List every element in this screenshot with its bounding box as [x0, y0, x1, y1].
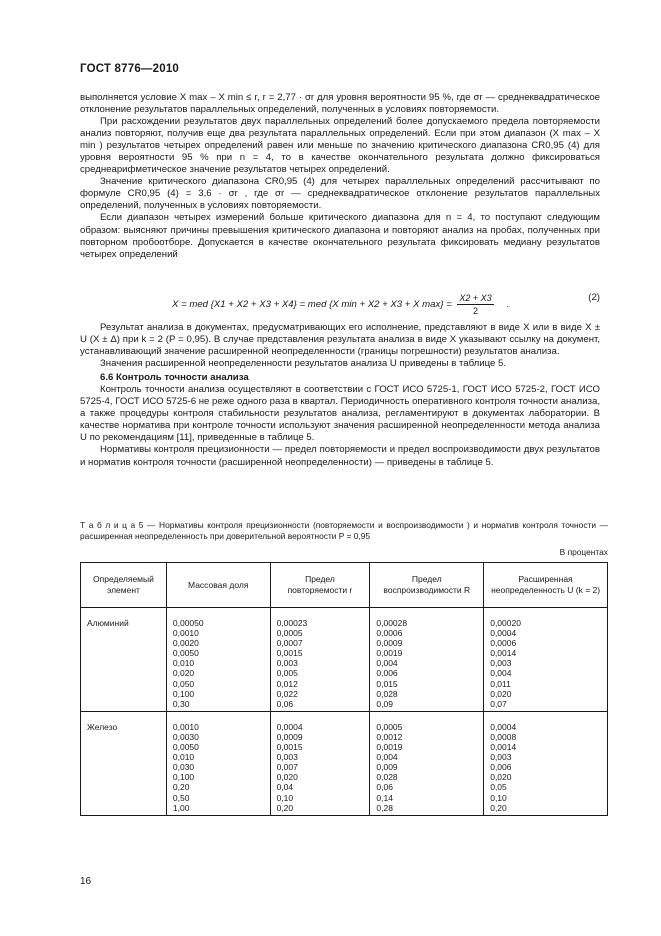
cell-value: 0,0006: [376, 628, 403, 639]
cell-value: 0,003: [490, 752, 512, 763]
cell-value: 0,0009: [376, 638, 403, 649]
cell-value: 0,0004: [490, 721, 517, 732]
cell-value: 0,06: [276, 698, 294, 709]
cell-value: 0,005: [276, 668, 298, 679]
cell-value: 0,0008: [490, 731, 517, 742]
header-mass-fraction: Массовая доля: [166, 563, 270, 608]
body-text-bottom: [80, 322, 600, 469]
cell-value: 0,100: [172, 688, 195, 699]
cell-value: 1,00: [172, 802, 190, 813]
cell-value: 0,0015: [276, 648, 303, 659]
cell-value: 0,20: [490, 802, 507, 813]
cell-value: 0,30: [172, 698, 190, 709]
paragraph-precision-norms: Нормативы контроля прецизионности — предел повторяемости и предел воспроизводимости двух результатов и норматив контроля точности (расширенной неопределенности) — приведены в таблице 5.: [80, 444, 600, 468]
cell-value: 0,14: [376, 792, 393, 803]
header-element: Определяемый элемент: [81, 563, 167, 608]
formula-main: X = med {X1 + X2 + X3 + X4} = med {X min + X2 + X3 + X max} =: [172, 299, 452, 311]
cell-value: 0,0006: [490, 638, 517, 649]
cell-value: 0,0030: [172, 731, 199, 742]
cell-value: 0,0010: [172, 721, 199, 732]
cell-value: 0,0005: [376, 721, 403, 732]
cell-value: 0,028: [376, 772, 398, 783]
cell-value: 0,0019: [376, 742, 403, 753]
cell-value: 0,06: [376, 782, 393, 793]
cell-value: 0,0019: [376, 648, 403, 659]
cell-value: 0,28: [376, 802, 393, 813]
cell-value: 0,0004: [490, 628, 517, 639]
cell-value: 0,030: [172, 762, 195, 773]
table-row: [81, 711, 608, 815]
cell-value: 0,0010: [172, 628, 199, 639]
body-text-top: [80, 92, 600, 261]
paragraph-condition: выполняется условие X max – X min ≤ r, r = 2,77 · σr для уровня вероятности 95 %, где σr — среднеквадратическое отклонение результатов параллельных определений, полученных в условиях повторяемости.: [80, 92, 600, 116]
paragraph-accuracy-control: Контроль точности анализа осуществляют в соответствии с ГОСТ ИСО 5725-1, ГОСТ ИСО 5725-2, ГОСТ ИСО 5725-4, ГОСТ ИСО 5725-6 не реже одного раза в квартал. Периодичность оперативного контроля точности анализа, а также процедуры контроля стабильности результатов анализа, регламентируют в документах лаборатории. В качестве норматива при контроле точности используют значения расширенной неопределенности метода анализа U по рекомендациям [11], приведенные в таблице 5.: [80, 384, 601, 444]
paragraph-median: Если диапазон четырех измерений больше критического диапазона для n = 4, то поступают следующим образом: выясняют причины превышения критического диапазона и повторяют анализ на пробах, полученных при повторном пробоотборе. Допускается в качестве окончательного результата фиксировать медиану результатов четырех определений: [80, 212, 600, 260]
paragraph-result-presentation: Результат анализа в документах, предусматривающих его исполнение, представляют в виде X или в виде X ± U (X ± Δ) при k = 2 (P = 0,95). В случае представления результата анализа в виде X указывают ссылку на документ, устанавливающий значение расширенной неопределенности (границы погрешности) результатов анализа.: [80, 322, 600, 358]
formula-expression: [172, 292, 509, 317]
table-body: [81, 608, 608, 816]
formula-denominator: 2: [473, 306, 479, 316]
cell-U-values: [484, 608, 608, 712]
cell-element: Алюминий: [81, 608, 167, 712]
cell-value: 0,003: [490, 658, 512, 669]
formula-fraction: [457, 292, 493, 317]
cell-value: 0,020: [276, 772, 298, 783]
cell-value: 0,015: [376, 678, 398, 689]
cell-value: 0,0004: [276, 721, 303, 732]
header-uncertainty: Расширенная неопределенность U (k = 2): [484, 563, 608, 608]
cell-value: 0,020: [490, 772, 512, 783]
header-reproducibility: Предел воспроизводимости R: [370, 563, 484, 608]
cell-value: 0,006: [376, 668, 398, 679]
cell-value: 0,010: [172, 752, 195, 763]
cell-value: 0,004: [376, 658, 398, 669]
cell-value: 0,00050: [172, 618, 204, 628]
formula-period: .: [506, 299, 510, 311]
header-repeatability: Предел повторяемости r: [270, 563, 370, 608]
cell-mass-values: [166, 608, 270, 712]
standard-header: ГОСТ 8776—2010: [80, 63, 180, 75]
cell-value: 0,05: [490, 782, 507, 793]
cell-value: 0,10: [490, 792, 507, 803]
paragraph-repeat-analysis: При расхождении результатов двух параллельных определений более допускаемого предела повторяемости анализ повторяют, получив еще два результата параллельных определений. Если при этом диапазон (X max – X min ) результатов четырех определений равен или меньше по значению критического диапазона CR0,95 (4) для уровня вероятности 95 % при n = 4, то в качестве окончательного результата должно фиксироваться среднеарифметическое значение результатов четырех определений.: [80, 116, 600, 176]
cell-value: 0,020: [172, 668, 195, 679]
cell-R-values: [370, 711, 484, 815]
cell-value: 0,00020: [490, 618, 521, 628]
cell-value: 0,0014: [490, 648, 517, 659]
formula-numerator: X2 + X3: [459, 293, 492, 303]
cell-value: 0,004: [376, 752, 398, 763]
cell-value: 0,011: [490, 678, 511, 689]
cell-element: Железо: [81, 711, 167, 815]
section-heading: 6.6 Контроль точности анализа: [100, 372, 249, 384]
cell-value: 0,0050: [172, 742, 199, 753]
paragraph-uncertainty-ref: Значения расширенной неопределенности результатов анализа U приведены в таблице 5.: [100, 358, 507, 370]
table-row: [81, 608, 608, 712]
cell-value: 0,007: [276, 762, 298, 773]
cell-r-values: [270, 608, 370, 712]
cell-value: 0,20: [276, 802, 294, 813]
cell-value: 0,022: [276, 688, 298, 699]
cell-value: 0,0005: [276, 628, 303, 639]
cell-U-values: [484, 711, 608, 815]
cell-value: 0,04: [276, 782, 294, 793]
cell-value: 0,0012: [376, 731, 403, 742]
cell-value: 0,09: [376, 698, 393, 709]
cell-value: 0,0050: [172, 648, 199, 659]
formula-number: (2): [588, 292, 600, 303]
cell-value: 0,028: [376, 688, 398, 699]
cell-mass-values: [166, 711, 270, 815]
cell-value: 0,0015: [276, 742, 303, 753]
cell-value: 0,020: [490, 688, 512, 699]
table-header-row: [81, 563, 608, 608]
paragraph-critical-range: Значение критического диапазона CR0,95 (4) для четырех параллельных определений рассчитывают по формуле CR0,95 (4) = 3,6 · σr , где σr — среднеквадратическое отклонение результатов параллельных определений, полученных в условиях повторяемости.: [80, 176, 600, 212]
cell-value: 0,00028: [376, 618, 408, 628]
cell-value: 0,010: [172, 658, 195, 669]
norms-table: [80, 562, 608, 816]
cell-value: 0,50: [172, 792, 190, 803]
cell-value: 0,003: [276, 658, 298, 669]
table-units: В процентах: [559, 547, 608, 557]
cell-value: 0,100: [172, 772, 195, 783]
cell-r-values: [270, 711, 370, 815]
cell-value: 0,050: [172, 678, 195, 689]
cell-R-values: [370, 608, 484, 712]
cell-value: 0,012: [276, 678, 298, 689]
cell-value: 0,10: [276, 792, 294, 803]
page-number: 16: [80, 876, 92, 887]
cell-value: 0,003: [276, 752, 298, 763]
cell-value: 0,07: [490, 698, 507, 709]
cell-value: 0,0007: [276, 638, 303, 649]
cell-value: 0,009: [376, 762, 398, 773]
cell-value: 0,004: [490, 668, 512, 679]
cell-value: 0,00023: [276, 618, 308, 628]
cell-value: 0,0020: [172, 638, 199, 649]
table-caption: Т а б л и ц а 5 — Нормативы контроля прецизионности (повторяемости и воспроизводимости ) и норматив контроля точности — расширенная неопределенность при доверительной вероятности P = 0,95: [80, 520, 608, 541]
cell-value: 0,006: [490, 762, 512, 773]
cell-value: 0,0009: [276, 731, 303, 742]
cell-value: 0,0014: [490, 742, 517, 753]
cell-value: 0,20: [172, 782, 190, 793]
